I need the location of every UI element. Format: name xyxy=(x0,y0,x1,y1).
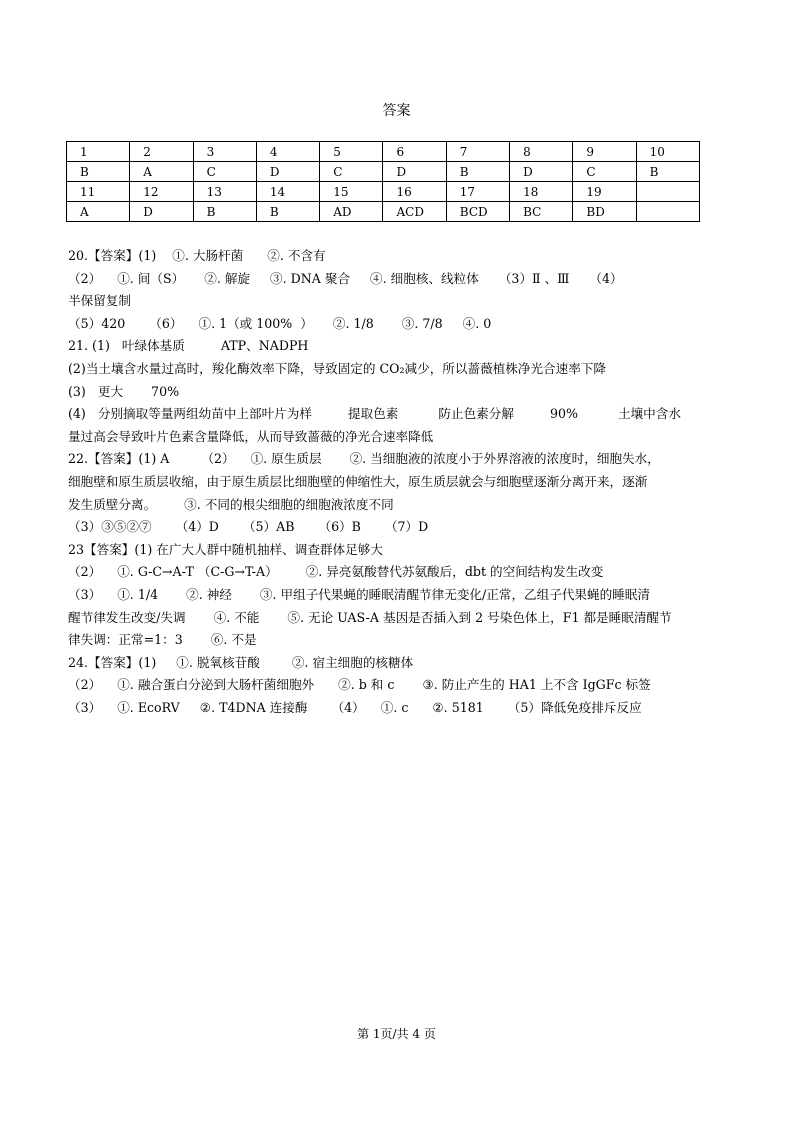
table-cell: 13 xyxy=(193,182,256,202)
table-cell: 15 xyxy=(320,182,383,202)
answer-line: (3) 更大 70% xyxy=(68,383,180,399)
table-cell: B xyxy=(67,162,130,182)
page-footer: 第 1页/共 4 页 xyxy=(357,1027,436,1041)
answer-line: (2)当土壤含水量过高时，羧化酶效率下降，导致固定的 CO₂减少，所以蔷薇植株净光合速率下降 xyxy=(68,360,607,376)
answer-line: 醒节律发生改变/失调 ④. 不能 ⑤. 无论 UAS-A 基因是否插入到 2 号染色体上，F1 都是睡眠清醒节 xyxy=(68,609,672,625)
table-cell: 5 xyxy=(320,142,383,162)
table-cell: B xyxy=(446,162,509,182)
answer-line: （5）420 （6） ①. 1（或 100% ） ②. 1/8 ③. 7/8 ④. 0 xyxy=(68,315,492,331)
answer-line: 发生质壁分离。 ③. 不同的根尖细胞的细胞液浓度不同 xyxy=(68,496,394,512)
table-cell: 11 xyxy=(67,182,130,202)
table-cell: A xyxy=(67,202,130,222)
table-row xyxy=(67,202,700,222)
answer-line: （3） ①. EcoRV ②. T4DNA 连接酶 （4） ①. c ②. 5181 （5）降低免疫排斥反应 xyxy=(68,699,642,715)
table-cell: C xyxy=(573,162,636,182)
answer-line: 律失调：正常=1：3 ⑥. 不是 xyxy=(68,632,257,648)
answer-line: (4) 分别摘取等量两组幼苗中上部叶片为样 提取色素 防止色素分解 90% 土壤中含水 xyxy=(68,406,681,422)
table-cell: 4 xyxy=(256,142,319,162)
table-cell: D xyxy=(130,202,193,222)
table-cell xyxy=(636,182,699,202)
table-cell: ACD xyxy=(383,202,446,222)
answer-line: （2） ①. 间（S） ②. 解旋 ③. DNA 聚合 ④. 细胞核、线粒体 （3）Ⅱ 、Ⅲ （4） xyxy=(68,270,623,286)
table-cell: B xyxy=(256,202,319,222)
table-row xyxy=(67,182,700,202)
answer-line: 20.【答案】(1) ①. 大肠杆菌 ②. 不含有 xyxy=(68,248,326,263)
table-cell: 6 xyxy=(383,142,446,162)
answer-table xyxy=(66,141,700,222)
table-cell xyxy=(636,202,699,222)
table-cell: 2 xyxy=(130,142,193,162)
table-cell: 8 xyxy=(510,142,573,162)
answer-line: （2） ①. 融合蛋白分泌到大肠杆菌细胞外 ②. b 和 c ③. 防止产生的 HA1 上不含 IgGFc 标签 xyxy=(68,677,651,693)
table-cell: D xyxy=(510,162,573,182)
answer-line: 24.【答案】(1) ①. 脱氧核苷酸 ②. 宿主细胞的核糖体 xyxy=(68,654,414,670)
table-cell: C xyxy=(320,162,383,182)
table-cell: 17 xyxy=(446,182,509,202)
page-title: 答案 xyxy=(382,103,411,119)
table-cell: D xyxy=(383,162,446,182)
table-cell: BC xyxy=(510,202,573,222)
table-cell: B xyxy=(193,202,256,222)
table-cell: 3 xyxy=(193,142,256,162)
answer-line: （3） ①. 1/4 ②. 神经 ③. 甲组子代果蝇的睡眠清醒节律无变化/正常，乙组子代果蝇的睡眠清 xyxy=(68,586,650,602)
answer-line: 量过高会导致叶片色素含量降低，从而导致蔷薇的净光合速率降低 xyxy=(68,428,434,444)
answer-line: （2） ①. G-C→A-T （C-G→T-A） ②. 异亮氨酸替代苏氨酸后，dbt 的空间结构发生改变 xyxy=(68,564,604,580)
answer-line: （3）③⑤②⑦ （4）D （5）AB （6）B （7）D xyxy=(68,519,429,535)
table-cell: 12 xyxy=(130,182,193,202)
table-cell: D xyxy=(256,162,319,182)
answer-line: 半保留复制 xyxy=(68,293,131,309)
table-cell: 9 xyxy=(573,142,636,162)
table-cell: 10 xyxy=(636,142,699,162)
table-cell: 1 xyxy=(67,142,130,162)
answer-line: 22.【答案】(1) A （2） ①. 原生质层 ②. 当细胞液的浓度小于外界溶液的浓度时，细胞失水， xyxy=(68,451,660,467)
table-cell: 7 xyxy=(446,142,509,162)
table-row xyxy=(67,162,700,182)
table-cell: B xyxy=(636,162,699,182)
table-cell: 16 xyxy=(383,182,446,202)
answer-line: 23【答案】(1) 在广大人群中随机抽样、调查群体足够大 xyxy=(68,541,383,557)
table-cell: 14 xyxy=(256,182,319,202)
answer-line: 21. (1) 叶绿体基质 ATP、NADPH xyxy=(68,338,309,354)
table-cell: AD xyxy=(320,202,383,222)
answer-line: 细胞壁和原生质层收缩，由于原生质层比细胞壁的伸缩性大，原生质层就会与细胞壁逐渐分离开来，逐渐 xyxy=(68,473,648,489)
table-cell: C xyxy=(193,162,256,182)
table-row xyxy=(67,142,700,162)
table-cell: 19 xyxy=(573,182,636,202)
table-cell: BD xyxy=(573,202,636,222)
table-cell: 18 xyxy=(510,182,573,202)
table-cell: BCD xyxy=(446,202,509,222)
table-cell: A xyxy=(130,162,193,182)
answer-content xyxy=(68,245,728,719)
